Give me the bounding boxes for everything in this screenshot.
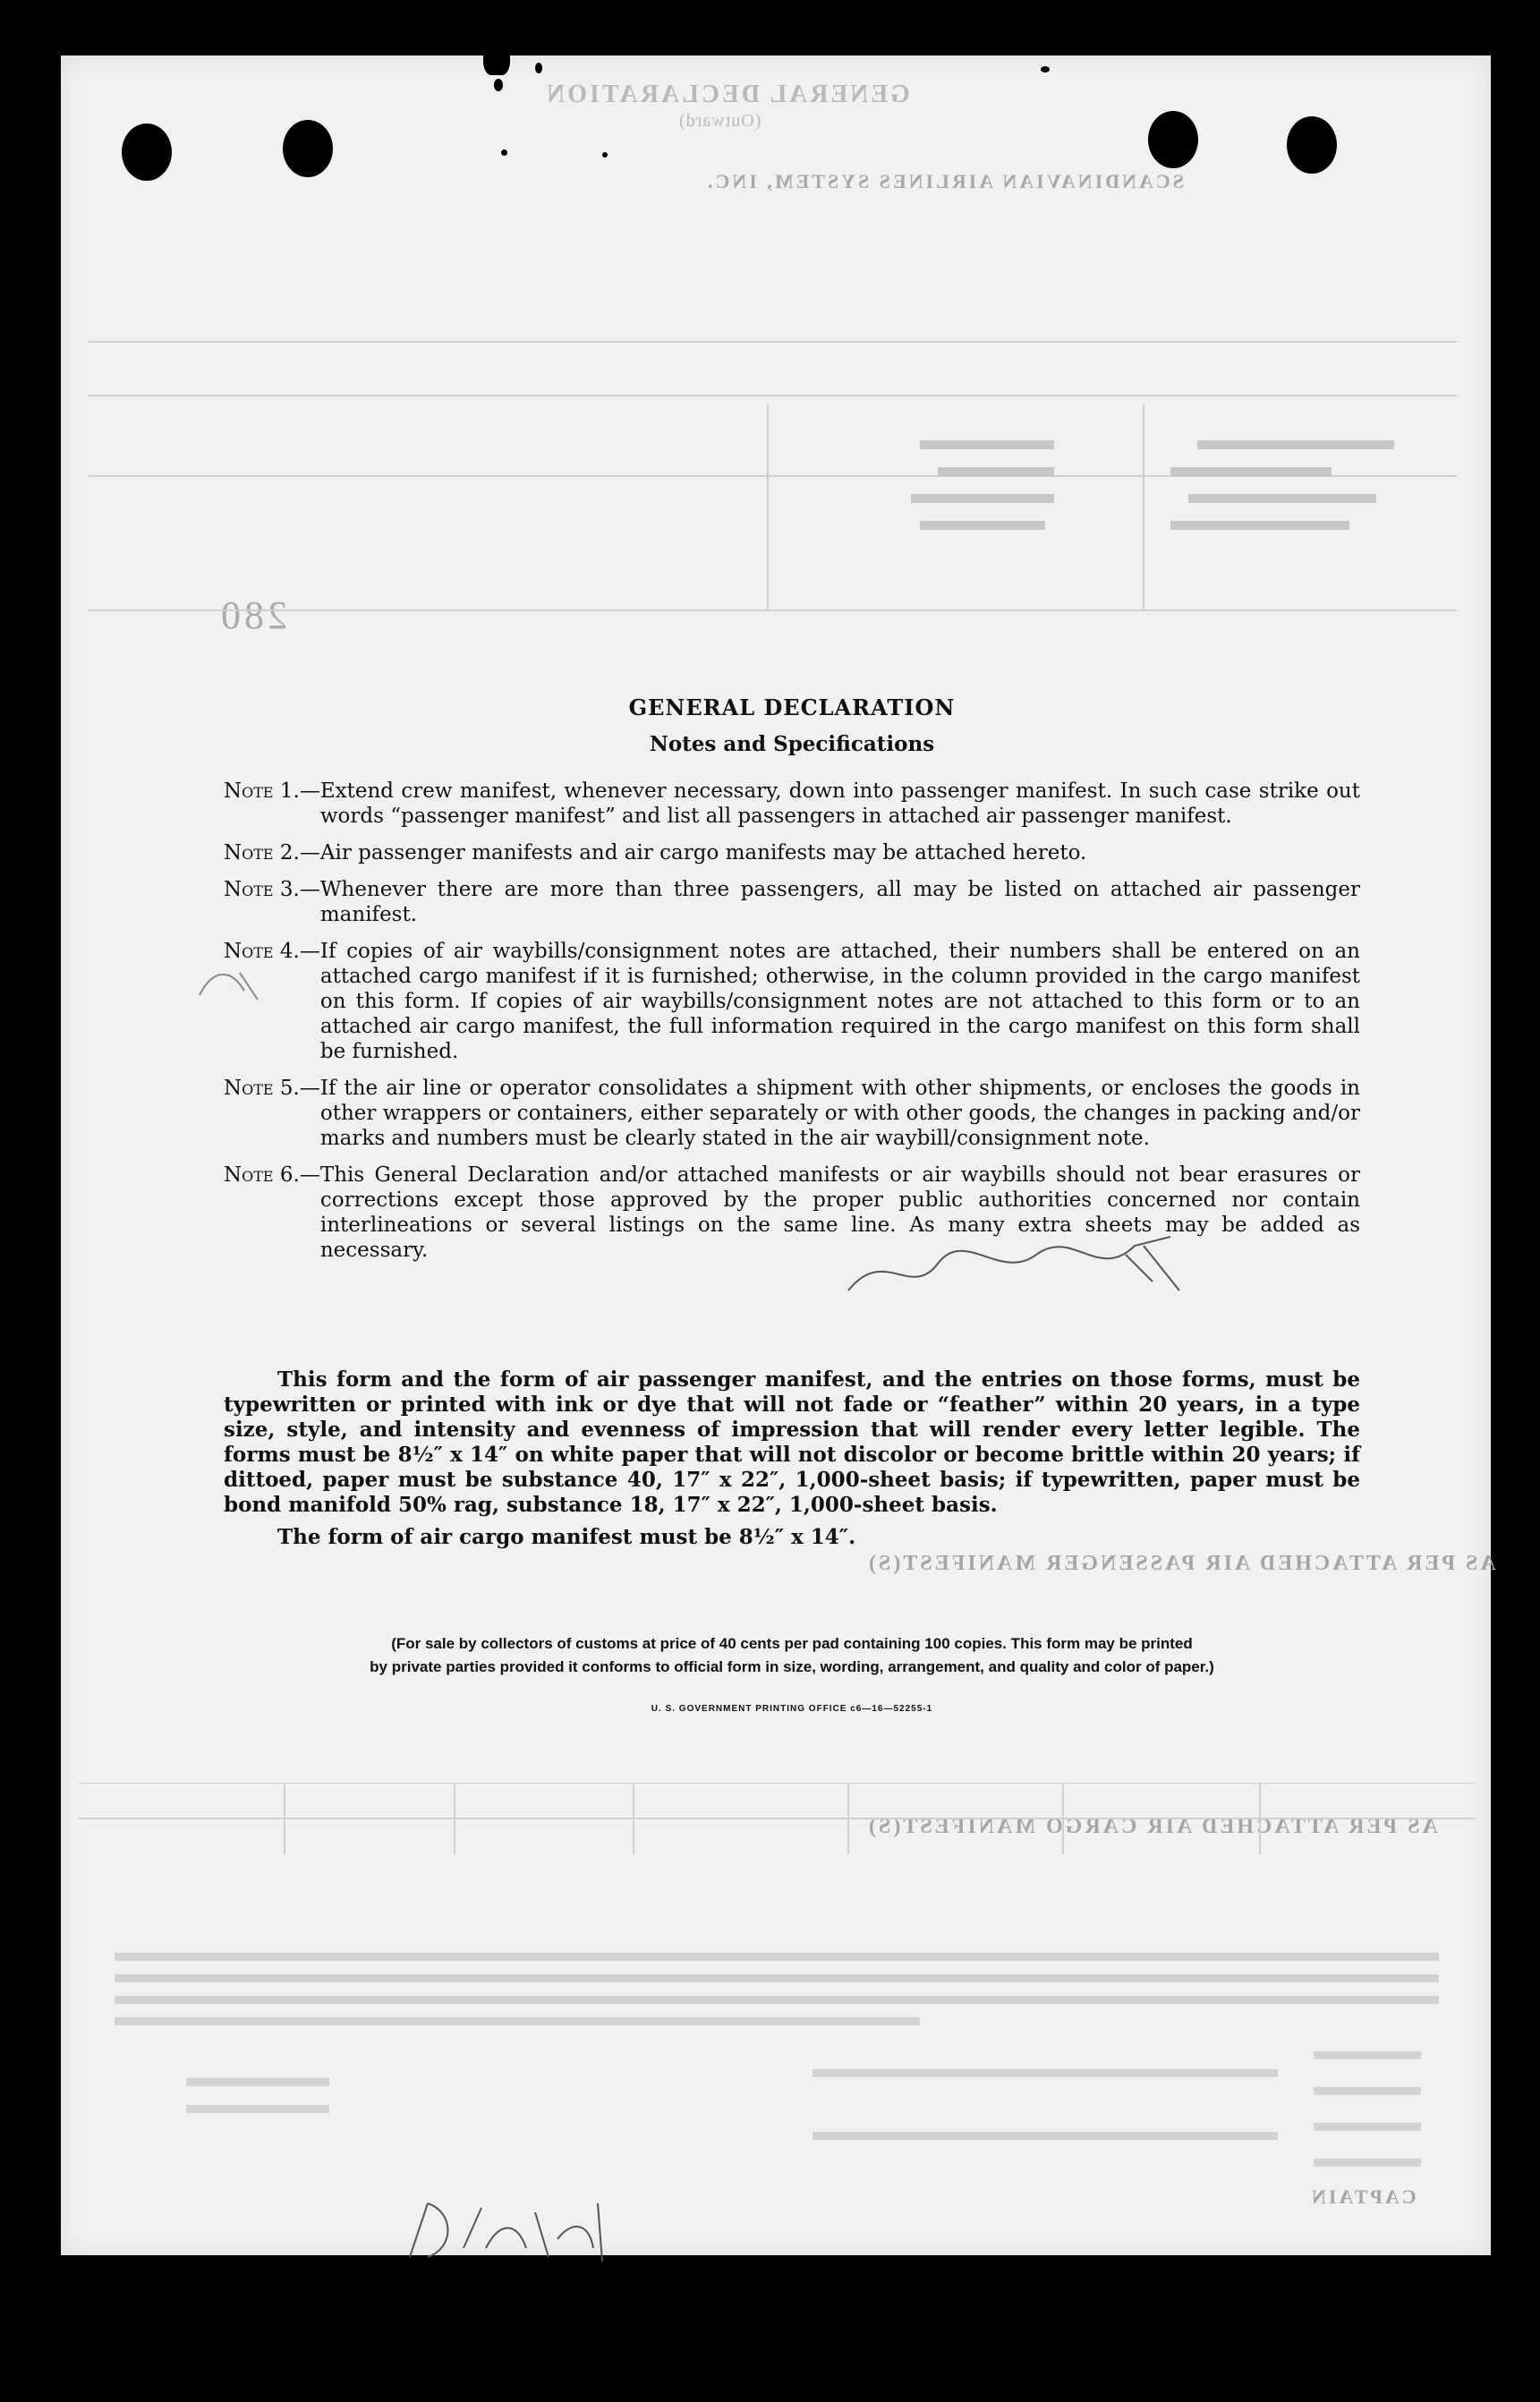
punch-hole-left-1 — [122, 124, 172, 181]
show-through-passenger-manifest: AS PER ATTACHED AIR PASSENGER MANIFEST(S) — [866, 1552, 1496, 1575]
ink-speck — [501, 149, 507, 156]
ink-speck — [483, 29, 510, 75]
note-label: Note 6.— — [224, 1163, 320, 1187]
note-text: Whenever there are more than three passengers, all may be listed on attached air passenger manifest. — [319, 878, 1360, 926]
note-item — [224, 840, 1360, 865]
note-item — [224, 939, 1360, 1064]
note-text: This General Declaration and/or attached manifests or air waybills should not bear erasures or corrections except those approved by the proper public authorities concerned nor contain interlineations or several listings on the same line. As many extra sheets may be added as necessary. — [319, 1163, 1360, 1262]
show-through-operator: SCANDINAVIAN AIRLINES SYSTEM, INC. — [705, 170, 1184, 192]
note-text: Air passenger manifests and air cargo manifests may be attached hereto. — [319, 841, 1087, 865]
show-through-stamp-number: 280 — [217, 593, 287, 637]
cargo-form-requirement: The form of air cargo manifest must be 8½″ x 14″. — [277, 1525, 856, 1549]
show-through-captain: CAPTAIN — [1309, 2185, 1417, 2208]
ink-speck — [1041, 66, 1050, 72]
note-label: Note 4.— — [224, 940, 320, 963]
note-label: Note 5.— — [224, 1077, 320, 1100]
ink-speck — [494, 79, 503, 91]
punch-hole-right-2 — [1287, 116, 1337, 174]
show-through-bottom-svg — [115, 1953, 1457, 2239]
punch-hole-left-2 — [283, 120, 333, 177]
note-item — [224, 877, 1360, 927]
ink-speck — [602, 152, 608, 158]
punch-hole-right-1 — [1148, 111, 1198, 168]
note-text: Extend crew manifest, whenever necessary, down into passenger manifest. In such case strike out words “passenger manifest” and list all passengers in attached air passenger manifest. — [319, 779, 1360, 828]
show-through-lines — [88, 217, 1457, 718]
show-through-bottom-block — [115, 1953, 1457, 2239]
note-text: If copies of air waybills/consignment notes are attached, their numbers shall be entered on an attached cargo manifest if it is furnished; otherwise, in the column provided in the cargo manifest on this form. If copies of air waybills/consignment notes are not attached to this form or to an attached air cargo manifest, the full information required in the cargo manifest on this form shall be furnished. — [319, 940, 1360, 1063]
handwritten-scribble — [401, 2185, 616, 2275]
note-item — [224, 779, 1360, 829]
show-through-cargo-table — [79, 1783, 1475, 1854]
document-sheet — [61, 55, 1496, 2255]
show-through-header: GENERAL DECLARATION — [544, 81, 910, 108]
note-item — [224, 1076, 1360, 1151]
show-through-lines-svg — [88, 217, 1457, 718]
page-subtitle: Notes and Specifications — [649, 732, 935, 756]
sale-note-line: by private parties provided it conforms to official form in size, wording, arrangement, and quality and color of paper.) — [370, 1658, 1214, 1675]
show-through-subheader: (Outward) — [678, 111, 761, 131]
note-item — [224, 1163, 1360, 1263]
page-title: GENERAL DECLARATION — [628, 694, 956, 720]
form-requirements-paragraph: This form and the form of air passenger manifest, and the entries on those forms, must be typewritten or printed with ink or dye that will not fade or “feather” within 20 years, in a type size, style, and intensity and evenness of impression that will render every letter legible. The forms must be 8½″ x 14″ on white paper that will not discolor or become brittle within 20 years; if dittoed, paper must be substance 40, 17″ x 22″, 1,000-sheet basis; if typewritten, paper must be bond manifold 50% rag, substance 18, 17″ x 22″, 1,000-sheet basis. — [224, 1367, 1360, 1517]
ink-speck — [535, 63, 542, 73]
note-text: If the air line or operator consolidates a shipment with other shipments, or encloses the goods in other wrappers or containers, either separately or with other goods, the changes in packing and/or marks and numbers must be clearly stated in the air waybill/consignment note. — [319, 1077, 1360, 1150]
printing-office-imprint: U. S. GOVERNMENT PRINTING OFFICE c6—16—52255-1 — [651, 1704, 933, 1714]
sale-note — [224, 1632, 1360, 1679]
note-label: Note 3.— — [224, 878, 320, 901]
notes-list — [224, 779, 1360, 1274]
sale-note-line: (For sale by collectors of customs at price of 40 cents per pad containing 100 copies. This form may be printed — [391, 1635, 1193, 1652]
note-label: Note 1.— — [224, 779, 320, 803]
show-through-cargo-manifest: AS PER ATTACHED AIR CARGO MANIFEST(S) — [866, 1815, 1438, 1838]
show-through-cargo-table-svg — [79, 1783, 1475, 1854]
note-label: Note 2.— — [224, 841, 320, 865]
